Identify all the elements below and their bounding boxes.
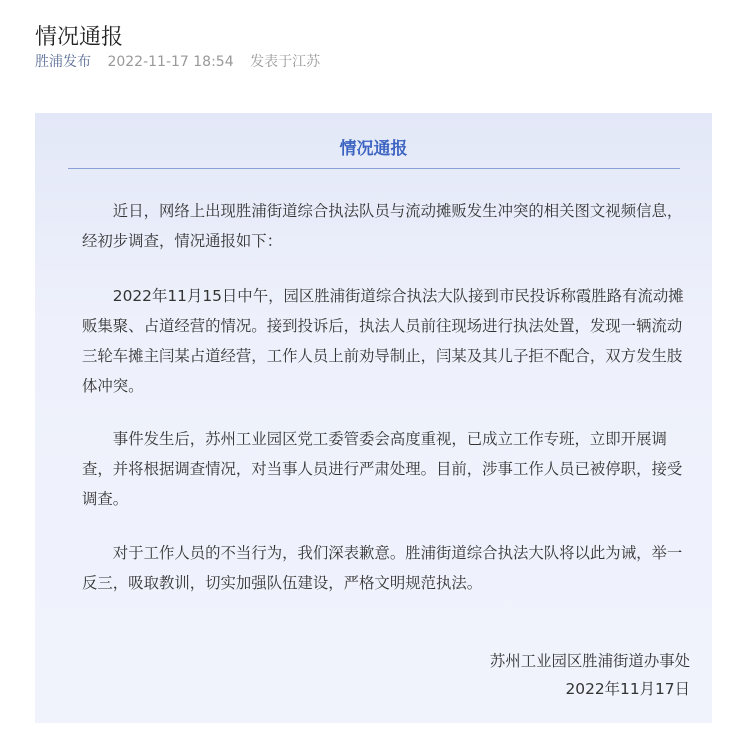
account-name-link[interactable]: 胜浦发布	[35, 54, 91, 70]
notice-card	[35, 113, 712, 723]
article-meta	[35, 52, 320, 72]
notice-paragraph-incident: 2022年11月15日中午，园区胜浦街道综合执法大队接到市民投诉称霞胜路有流动摊贩集聚、占道经营的情况。接到投诉后，执法人员前往现场进行执法处置，发现一辆流动三轮车摊主闫某占道经营，工作人员上前劝导制止，闫某及其儿子拒不配合，双方发生肢体冲突。	[82, 287, 684, 395]
heading-divider	[68, 168, 680, 169]
article-title: 情况通报	[35, 24, 124, 50]
notice-date: 2022年11月17日	[565, 680, 690, 698]
publish-time: 2022-11-17 18:54	[107, 54, 234, 70]
notice-paragraph-apology: 对于工作人员的不当行为，我们深表歉意。胜浦街道综合执法大队将以此为诫，举一反三，吸取教训，切实加强队伍建设，严格文明规范执法。	[82, 544, 683, 592]
notice-paragraph-intro: 近日，网络上出现胜浦街道综合执法队员与流动摊贩发生冲突的相关图文视频信息，经初步调查，情况通报如下：	[82, 202, 683, 250]
notice-paragraph-response: 事件发生后，苏州工业园区党工委管委会高度重视，已成立工作专班，立即开展调查，并将根据调查情况，对当事人员进行严肃处理。目前，涉事工作人员已被停职，接受调查。	[82, 430, 683, 508]
notice-signature: 苏州工业园区胜浦街道办事处	[489, 652, 690, 670]
notice-heading: 情况通报	[339, 139, 408, 159]
publish-location: 发表于江苏	[250, 54, 321, 70]
